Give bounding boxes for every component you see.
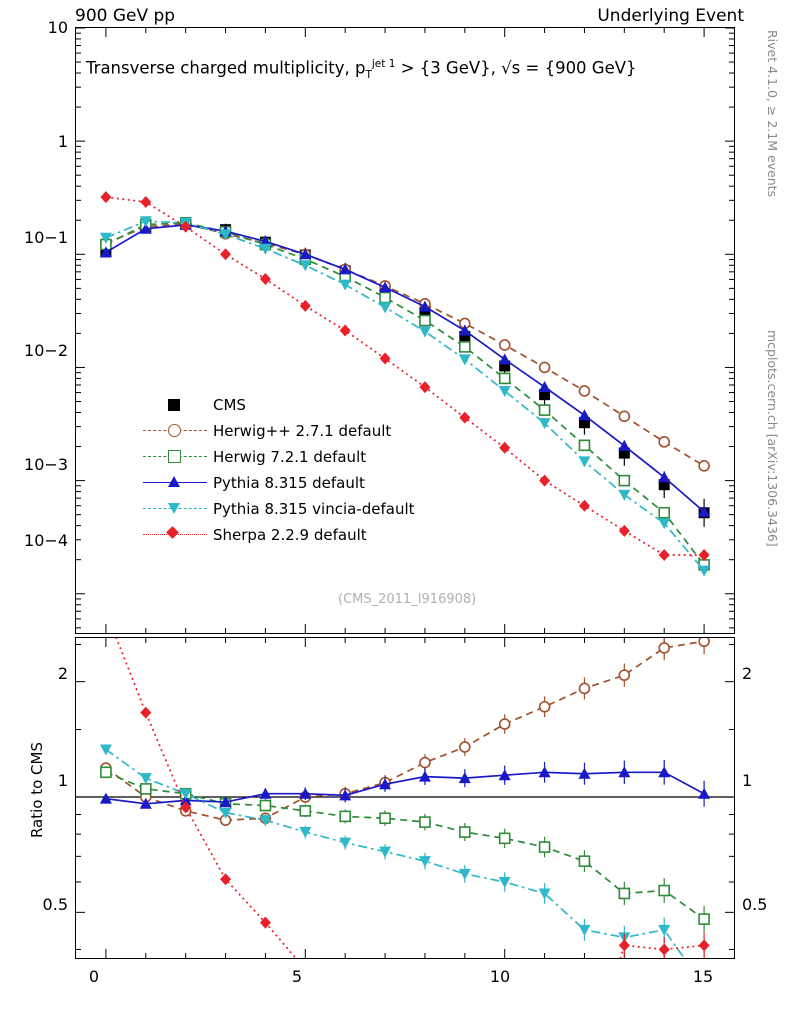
ratio-series-pythia-8-315-default <box>100 760 710 809</box>
analysis-id-label: (CMS_2011_I916908) <box>338 592 477 607</box>
y-tick-label: 10−2 <box>24 341 68 360</box>
header-right-label: Underlying Event <box>597 6 744 26</box>
rivet-credit-label: Rivet 4.1.0, ≥ 2.1M events <box>765 30 780 198</box>
x-tick-label: 10 <box>489 967 511 986</box>
plot-title: Transverse charged multiplicity, $p_T^{jet 1} > \{3$ GeV}, √s = {900 GeV} <box>86 58 637 81</box>
legend-label: Pythia 8.315 default <box>213 474 365 492</box>
legend-label: CMS <box>213 396 246 414</box>
series-cms <box>100 218 709 526</box>
x-tick-label: 0 <box>88 967 100 986</box>
ratio-y-tick-label-right: 0.5 <box>742 895 768 914</box>
series-sherpa-2-2-9-default <box>100 191 709 561</box>
x-tick-label: 15 <box>692 967 714 986</box>
header-left-label: 900 GeV pp <box>75 6 176 26</box>
ratio-y-tick-label-right: 2 <box>742 664 753 683</box>
y-tick-label: 10−4 <box>24 531 68 550</box>
y-tick-label: 10 <box>47 18 68 37</box>
y-tick-label: 10−1 <box>24 228 68 247</box>
series-pythia-8-315-vincia-default <box>100 216 710 576</box>
legend-label: Sherpa 2.2.9 default <box>213 526 367 544</box>
ratio-y-tick-label: 1 <box>57 771 68 790</box>
y-tick-label: 1 <box>57 132 68 151</box>
legend-label: Pythia 8.315 vincia-default <box>213 500 415 518</box>
series-herwig-2-7-1-default <box>101 219 709 471</box>
legend-label: Herwig 7.2.1 default <box>213 448 367 466</box>
y-tick-label: 10−3 <box>24 455 68 474</box>
legend-label: Herwig++ 2.7.1 default <box>213 422 392 440</box>
ratio-y-tick-label: 2 <box>57 664 68 683</box>
series-pythia-8-315-default <box>100 219 710 517</box>
ratio-series-herwig-7-2-1-default <box>101 767 709 932</box>
ratio-y-tick-label: 0.5 <box>42 895 68 914</box>
ratio-y-tick-label-right: 1 <box>742 771 753 790</box>
x-tick-label: 5 <box>291 967 303 986</box>
ratio-y-axis-label: Ratio to CMS <box>28 742 46 839</box>
series-herwig-7-2-1-default <box>101 218 709 570</box>
mcplots-credit-label: mcplots.cern.ch [arXiv:1306.3436] <box>765 330 780 547</box>
